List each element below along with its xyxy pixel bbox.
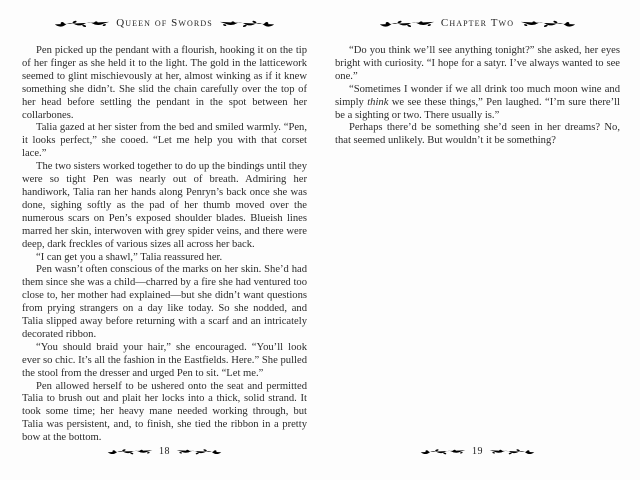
page-right [320, 0, 640, 480]
paragraph [335, 84, 620, 123]
page-footer-right [335, 444, 620, 458]
flourish-icon [54, 17, 110, 30]
flourish-icon [489, 446, 535, 457]
paragraph [22, 264, 307, 341]
flourish-icon [107, 446, 153, 457]
text-run: Perhaps there’d be something she’d seen in her dreams? No, that seemed unlikely. But wouldn’t it be something? [335, 122, 620, 147]
paragraph [22, 342, 307, 381]
paragraph [22, 381, 307, 444]
page-number-left: 18 [159, 445, 170, 457]
page-header-right [335, 14, 620, 32]
text-run: Pen picked up the pendant with a flourish, hooking it on the tip of her finger as she held it to the light. The gold in the latticework seemed to glint mischievously at her, almost winking as if it knew something she didn’t. She slid the chain carefully over the top of her head before settling the pendant in the spot between her collarbones. [22, 45, 307, 121]
paragraph [22, 161, 307, 251]
text-run: The two sisters worked together to do up the bindings until they were so tight Pen was nearly out of breath. Admiring her handiwork, Talia ran her hands along Penryn’s back once she was done, sighing softly as the pad of her thumb moved over the numerous scars on Pen’s exposed shoulder blades. Blueish lines marred her skin, interwoven with grey spider veins, and there were deep, dark freckles of various sizes all across her back. [22, 161, 307, 250]
running-head-left: Queen of Swords [116, 17, 213, 29]
text-run: “Sometimes I wonder if we all drink too much moon wine and simply [335, 83, 620, 108]
paragraph [22, 45, 307, 122]
flourish-icon [219, 17, 275, 30]
page-header-left [22, 14, 307, 32]
text-run: we see these things,” Pen laughed. “I’m sure there’ll be a sighting or two. There usually is.” [335, 96, 620, 121]
paragraph [22, 122, 307, 161]
flourish-icon [176, 446, 222, 457]
text-run: Pen allowed herself to be ushered onto the seat and permitted Talia to brush out and plait her locks into a thick, solid strand. It took some time; her heavy mane needed working through, but Talia was persistent, and, to finish, she tied the ribbon in a pretty bow at the bottom. [22, 380, 307, 444]
page-body-right [335, 45, 620, 444]
page-body-left [22, 45, 307, 444]
italic-run: think [367, 96, 389, 108]
flourish-icon [420, 446, 466, 457]
flourish-icon [379, 17, 435, 30]
paragraph [335, 122, 620, 148]
text-run: “Do you think we’ll see anything tonight?” she asked, her eyes bright with curiosity. “I hope for a satyr. I’ve always wanted to see one.” [335, 45, 620, 82]
text-run: Talia gazed at her sister from the bed and smiled warmly. “Pen, it looks perfect,” she cooed. “Let me help you with that corset lace.” [22, 122, 307, 160]
text-run: Pen wasn’t often conscious of the marks on her skin. She’d had them since she was a child—charred by a fire she had ventured too close to, her mother had explained—but she didn’t want questions from prying strangers on a day like today. So she nodded, and Talia slipped away before returning with a scarf and an intricately decorated ribbon. [22, 264, 307, 340]
flourish-icon [520, 17, 576, 30]
text-run: “I can get you a shawl,” Talia reassured her. [36, 251, 223, 263]
running-head-right: Chapter Two [440, 17, 515, 29]
page-footer-left [22, 444, 307, 458]
paragraph [22, 252, 307, 265]
text-run: “You should braid your hair,” she encouraged. “You’ll look ever so chic. It’s all the fashion in the Eastfields. Here.” She pulled the stool from the dresser and urged Pen to sit. “Let me.” [22, 341, 307, 379]
paragraph [335, 45, 620, 84]
page-number-right: 19 [472, 445, 483, 457]
